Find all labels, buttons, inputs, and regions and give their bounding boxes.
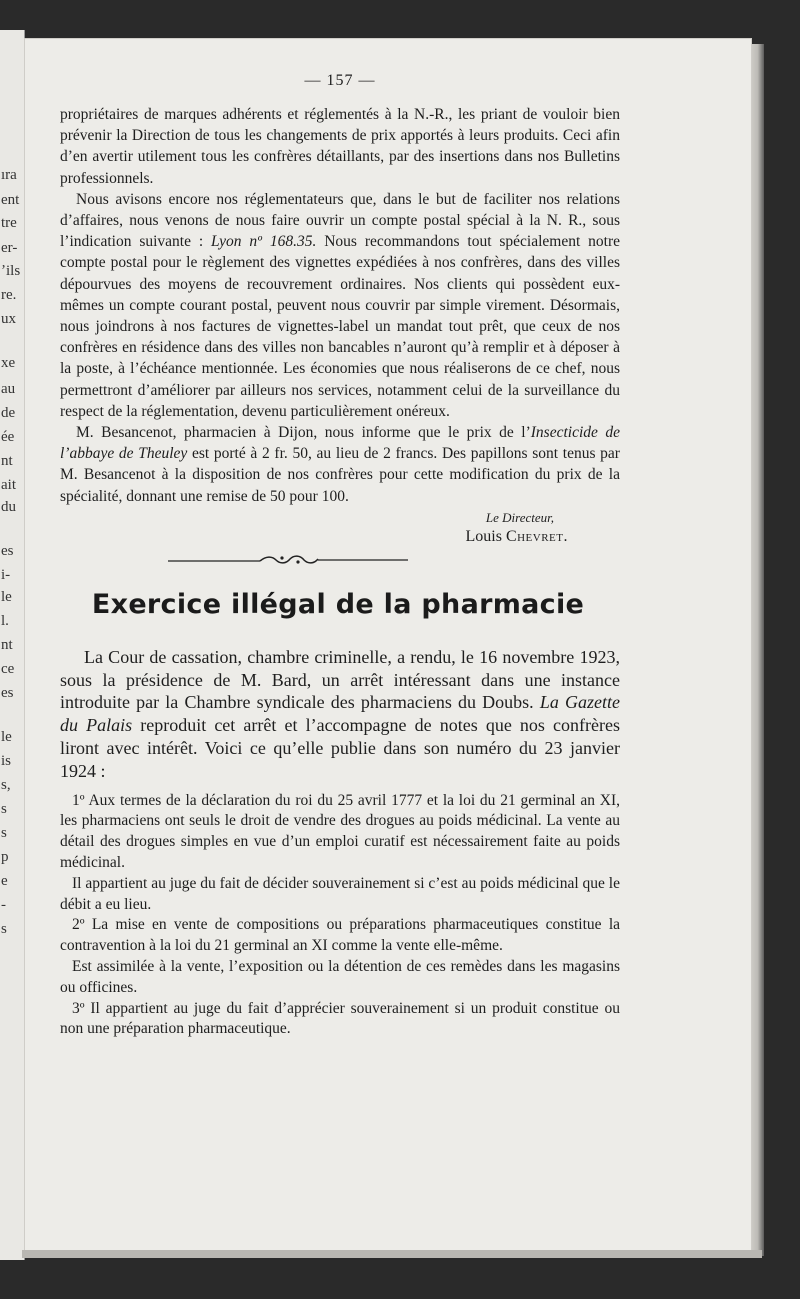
paragraph-2-text-b: Nous recommandons tout spécialement notre compte postal pour le règlement des vignettes expédiées à nos confrères, dans des villes dépourvues des moyens de recouvrement ordinaires. Nos clients qui possèdent eux-mêmes un compte courant postal, peuvent nous couvrir par simple virement. Désormais, nous joindrons à nos factures de vignettes-label un mandat tout prêt, que ceux de nos confrères en résidence dans des villes non bancables n’auront qu’à remplir et à déposer à la poste, à l’échéance mentionnée. Les économies que nous réaliserons de ce chef, nous permettront d’améliorer par ailleurs nos services, notamment celui de la surveillance du respect de la réglementation, devenu particulièrement onéreux. [60, 233, 620, 420]
page-number: — 157 — [304, 72, 376, 89]
facing-page-fragment: le [1, 589, 12, 605]
ruling-point: Est assimilée à la vente, l’exposition ou la détention de ces remèdes dans les magasins ou officines. [60, 958, 620, 996]
article-lead-text-a: La Cour de cassation, chambre criminelle, a rendu, le 16 novembre 1923, sous la présidence de M. Bard, un arrêt intéressant dans une instance introduite par la Chambre syndicale des pharmaciens du Doubs. [60, 646, 620, 713]
facing-page-fragment: de [1, 405, 16, 421]
facing-page-fragment: es [1, 685, 14, 701]
facing-page-fragment: p [1, 849, 9, 865]
ruling-points [60, 791, 620, 1041]
facing-page-fragment: xe [1, 355, 16, 371]
paragraph-2-text-a: Nous avisons encore nos réglementateurs que, dans le but de faciliter nos relations d’affaires, nous venons de nous faire ouvrir un compte postal spécial à la N. R., sous l’indication suivante : [60, 190, 620, 251]
facing-page-fragment: au [1, 381, 16, 397]
page-bottom-edge [22, 1250, 762, 1258]
facing-page-fragment: ait [1, 477, 16, 493]
facing-page-fragment: re. [1, 287, 17, 303]
facing-page-fragment: i- [1, 567, 11, 583]
facing-page-fragment: s [1, 801, 7, 817]
product-name: Insecticide de l’abbaye de Theuley [60, 424, 621, 463]
facing-page-fragment: tre [1, 215, 17, 231]
facing-page-fragment: ce [1, 661, 15, 677]
facing-page-fragment: er- [1, 240, 18, 256]
signature-name [60, 527, 568, 547]
postal-account: Lyon nº 168.35. [211, 233, 317, 251]
facing-page-fragment: is [1, 753, 12, 769]
left-page-margin [0, 30, 25, 1260]
facing-page-fragment: nt [1, 453, 13, 469]
page-content [60, 72, 620, 1040]
ruling-point: 2º La mise en vente de compositions ou préparations pharmaceutiques constitue la contravention à la loi du 21 germinal an XI comme la vente elle-même. [60, 916, 620, 955]
facing-page-fragment: - [1, 897, 6, 913]
paragraph-3 [60, 422, 620, 507]
paragraph-3-text-a: M. Besancenot, pharmacien à Dijon, nous informe que le prix de l’ [76, 424, 531, 442]
divider-ornament [168, 553, 408, 567]
paragraph-2 [60, 189, 620, 422]
article-lead-text-b: reproduit cet arrêt et l’accompagne de notes que nos confrères liront avec intérêt. Voici ce qu’elle publie dans son numéro du 23 janvier 1924 : [60, 715, 620, 781]
paragraph-3-text-b: est porté à 2 fr. 50, au lieu de 2 francs. Des papillons sont tenus par M. Besancenot à la disposition de nos confrères pour cette modification du prix de la spécialité, donnant une remise de 50 pour 100. [60, 445, 620, 505]
facing-page-fragment: es [1, 543, 14, 559]
facing-page-fragment: l. [1, 613, 9, 629]
publication-name: La Gazette du Palais [60, 692, 621, 736]
facing-page-fragment: ent [1, 192, 20, 208]
facing-page-fragment: s, [1, 777, 11, 793]
ruling-point: 3º Il appartient au juge du fait d’apprécier souverainement si un produit constitue ou non une préparation pharmaceutique. [60, 999, 620, 1038]
article-lead [60, 646, 620, 783]
signature-block [60, 509, 620, 547]
facing-page-fragment: ʼils [1, 263, 21, 279]
facing-page-fragment: le [1, 729, 12, 745]
facing-page-fragment: ux [1, 311, 16, 327]
signature-title: Le Directeur, [485, 509, 554, 525]
article-title: Exercice illégal de la pharmacie [91, 588, 585, 620]
facing-page-fragment: ıra [1, 167, 17, 183]
facing-page-fragment: s [1, 825, 7, 841]
ruling-point: 1º Aux termes de la déclaration du roi du 25 avril 1777 et la loi du 21 germinal an XI, les pharmaciens ont seuls le droit de vendre des drogues au poids médicinal. La vente au détail des drogues simples en vue d’un emploi curatif est nécessairement faite au poids médicinal. [60, 791, 620, 872]
facing-page-fragment: ée [1, 429, 15, 445]
facing-page-fragment: du [1, 499, 16, 515]
facing-page-fragment: s [1, 921, 7, 937]
ruling-point: Il appartient au juge du fait de décider souverainement si c’est au poids médicinal que le débit a eu lieu. [60, 874, 620, 913]
facing-page-fragment: nt [1, 637, 13, 653]
signature-first-name: Louis [465, 527, 502, 545]
facing-page-fragment: e [1, 873, 8, 889]
signature-last-name: Chevret. [505, 527, 568, 545]
paragraph-1: propriétaires de marques adhérents et réglementés à la N.-R., les priant de vouloir bien prévenir la Direction de tous les changements de prix apportés à leurs produits. Ceci afin d’en avertir utilement tous les confrères détaillants, par des insertions dans nos Bulletins professionnels. [60, 106, 620, 187]
